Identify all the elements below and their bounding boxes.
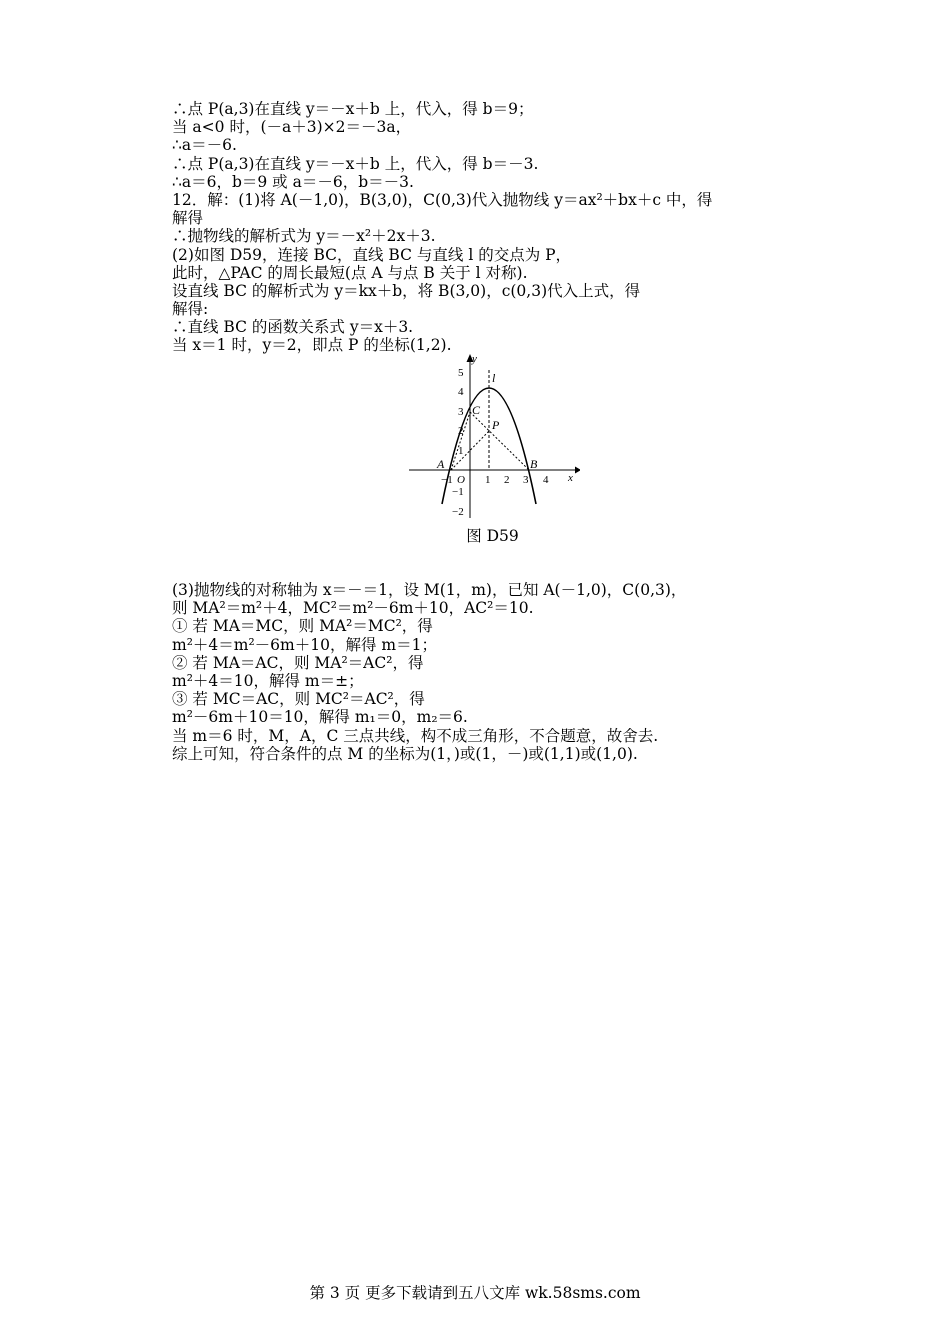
solution-part2 xyxy=(172,581,732,763)
text-line: 当 x＝1 时，y＝2，即点 P 的坐标(1,2). xyxy=(172,336,452,355)
point-p-label: P xyxy=(492,418,500,432)
line-l-label: l xyxy=(492,371,496,385)
text-line: m²＋4＝m²－6m＋10，解得 m＝1； xyxy=(172,635,437,654)
text-line: ∴点 P(a,3)在直线 y＝－x＋b 上，代入，得 b＝－3. xyxy=(172,154,539,173)
text-line: 当 a<0 时，(－a＋3)×2＝－3a， xyxy=(172,118,412,137)
figure-d59 xyxy=(405,352,580,524)
point-a-label: A xyxy=(437,457,445,471)
y-tick-2: 2 xyxy=(458,425,464,437)
origin-label: O xyxy=(457,474,465,486)
text-line: (2)如图 D59，连接 BC，直线 BC 与直线 l 的交点为 P， xyxy=(172,245,572,264)
y-tick-1: 1 xyxy=(458,445,464,457)
text-line: m²＋4＝10，解得 m＝±； xyxy=(172,671,364,690)
text-line: 综上可知，符合条件的点 M 的坐标为(1，)或(1，－)或(1,1)或(1,0). xyxy=(172,744,638,763)
point-c-label: C xyxy=(472,403,481,417)
x-tick-minus1: −1 xyxy=(441,474,453,486)
text-line: ① 若 MA＝MC，则 MA²＝MC²，得 xyxy=(172,617,433,636)
y-tick-minus1: −1 xyxy=(452,486,464,498)
text-line: 当 m＝6 时，M，A，C 三点共线，构不成三角形，不合题意，故舍去. xyxy=(172,726,659,745)
text-line: 解得: xyxy=(172,300,209,319)
figure-caption: 图 D59 xyxy=(466,527,519,545)
x-tick-1: 1 xyxy=(485,474,491,486)
segment-ac xyxy=(451,412,470,470)
y-axis-label: y xyxy=(472,353,477,365)
point-b-label: B xyxy=(530,457,538,471)
page-footer: 第 3 页 更多下载请到五八文库 wk.58sms.com xyxy=(309,1284,641,1302)
y-tick-minus2: −2 xyxy=(452,506,464,518)
text-line: 12．解：(1)将 A(－1,0)，B(3,0)，C(0,3)代入抛物线 y＝ax²＋bx＋c 中，得 xyxy=(172,190,713,209)
text-line: ③ 若 MC＝AC，则 MC²＝AC²，得 xyxy=(172,690,425,709)
text-line: (3)抛物线的对称轴为 x＝－＝1，设 M(1，m)，已知 A(－1,0)，C(0,3)， xyxy=(172,581,687,599)
text-line: 设直线 BC 的解析式为 y＝kx＋b，将 B(3,0)，c(0,3)代入上式，得 xyxy=(172,281,641,300)
text-line: ② 若 MA＝AC，则 MA²＝AC²，得 xyxy=(172,653,424,672)
y-tick-5: 5 xyxy=(458,367,464,379)
solution-part1 xyxy=(172,100,732,355)
text-line: 则 MA²＝m²＋4，MC²＝m²－6m＋10，AC²＝10. xyxy=(172,599,534,618)
text-line: m²－6m＋10＝10，解得 m₁＝0，m₂＝6. xyxy=(172,708,468,727)
parabola-figure xyxy=(405,352,580,524)
y-tick-4: 4 xyxy=(458,386,464,398)
x-tick-2: 2 xyxy=(504,474,510,486)
y-tick-3: 3 xyxy=(458,406,464,418)
text-line: ∴点 P(a,3)在直线 y＝－x＋b 上，代入，得 b＝9； xyxy=(172,100,534,118)
text-line: ∴抛物线的解析式为 y＝－x²＋2x＋3. xyxy=(172,227,436,246)
x-tick-4: 4 xyxy=(543,474,549,486)
text-line: 解得 xyxy=(172,209,204,228)
x-tick-3: 3 xyxy=(523,474,529,486)
x-axis-label: x xyxy=(568,472,573,484)
text-line: 此时，△PAC 的周长最短(点 A 与点 B 关于 l 对称). xyxy=(172,263,528,282)
text-line: ∴a＝－6. xyxy=(172,136,237,155)
x-axis-arrow xyxy=(575,467,580,474)
text-line: ∴a＝6，b＝9 或 a＝－6，b＝－3. xyxy=(172,172,414,191)
text-line: ∴直线 BC 的函数关系式 y＝x＋3. xyxy=(172,318,414,337)
